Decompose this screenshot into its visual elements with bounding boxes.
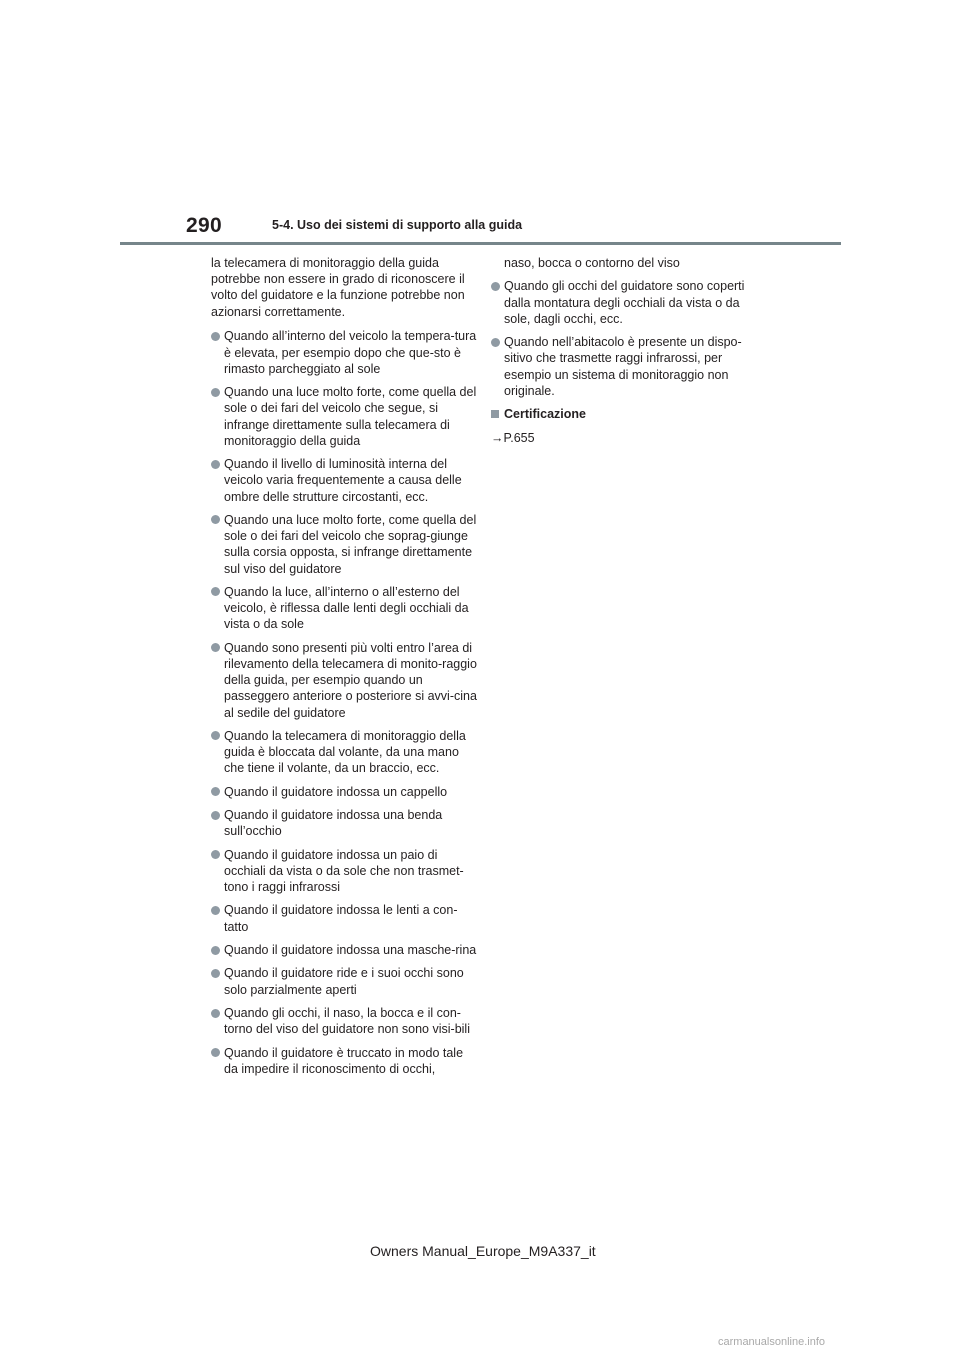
page-reference-link[interactable]: →P.655 [491,431,535,446]
bullet-item [211,728,477,777]
bullet-item [491,334,763,399]
round-bullet-icon [211,460,220,469]
round-bullet-icon [491,282,500,291]
bullet-item [211,384,477,449]
bullet-item [211,942,477,958]
bullet-text: Quando il guidatore indossa le lenti a con-tatto [224,903,458,934]
bullet-item [211,1045,477,1077]
intro-paragraph: la telecamera di monitoraggio della guida potrebbe non essere in grado di riconoscere il volto del guidatore e la funzione potrebbe non azionarsi correttamente. [211,256,465,319]
round-bullet-icon [211,332,220,341]
round-bullet-icon [211,811,220,820]
continuation-paragraph: naso, bocca o contorno del viso [504,256,680,270]
certification-heading [491,406,763,422]
certification-heading-text: Certificazione [504,407,586,422]
section-title: 5-4. Uso dei sistemi di supporto alla guida [272,218,523,232]
bullet-item [211,1005,477,1037]
round-bullet-icon [211,787,220,796]
round-bullet-icon [211,731,220,740]
bullet-item [211,640,477,721]
bullet-text: Quando il guidatore indossa un cappello [224,784,448,799]
round-bullet-icon [211,515,220,524]
bullet-text: Quando all’interno del veicolo la tempera-tura è elevata, per esempio dopo che que-sto è rimasto parcheggiato al sole [224,329,477,376]
round-bullet-icon [211,587,220,596]
bullet-item [211,512,477,577]
bullet-text: Quando il guidatore è truccato in modo tale da impedire il riconoscimento di occhi, [224,1045,464,1076]
bullet-text: Quando una luce molto forte, come quella del sole o dei fari del veicolo che segue, si infrange direttamente sulla telecamera di monitoraggio della guida [224,385,477,448]
bullet-item [491,278,763,327]
round-bullet-icon [211,946,220,955]
bullet-text: Quando il guidatore ride e i suoi occhi sono solo parzialmente aperti [224,966,464,997]
bullet-item [211,807,477,839]
round-bullet-icon [491,338,500,347]
bullet-item [211,965,477,997]
bullet-item [211,784,477,800]
bullet-item [211,584,477,633]
bullet-text: Quando gli occhi, il naso, la bocca e il con-torno del viso del guidatore non sono visi-bili [224,1006,470,1037]
bullet-text: Quando il guidatore indossa una benda sull’occhio [224,808,443,839]
bullet-text: Quando il livello di luminosità interna del veicolo varia frequentemente a causa delle ombre delle strutture circostanti, ecc. [224,457,462,504]
bullet-text: Quando il guidatore indossa un paio di occhiali da vista o da sole che non trasmet-tono i raggi infrarossi [224,847,464,895]
watermark: carmanualsonline.info [718,1336,826,1348]
header-divider [120,242,841,245]
left-column [211,255,477,1084]
round-bullet-icon [211,850,220,859]
left-bullet-list [211,328,477,1077]
bullet-text: Quando la telecamera di monitoraggio della guida è bloccata dal volante, da una mano che tiene il volante, da un braccio, ecc. [224,728,466,776]
round-bullet-icon [211,906,220,915]
page-number: 290 [186,214,222,237]
round-bullet-icon [211,643,220,652]
bullet-text: Quando sono presenti più volti entro l’area di rilevamento della telecamera di monito-raggio della guida, per esempio quando un passeggero anteriore o posteriore si avvi-cina al sedile del guidatore [224,640,477,720]
bullet-item [211,456,477,505]
square-bullet-icon [491,410,499,418]
right-column [491,255,763,447]
round-bullet-icon [211,969,220,978]
bullet-text: Quando una luce molto forte, come quella del sole o dei fari del veicolo che soprag-giunge sulla corsia opposta, si infrange direttamente sul viso del guidatore [224,512,477,576]
round-bullet-icon [211,1048,220,1057]
bullet-text: Quando la luce, all’interno o all’esterno del veicolo, è riflessa dalle lenti degli occhiali da vista o da sole [224,584,469,632]
bullet-item [211,847,477,896]
bullet-item [211,328,477,377]
footer-text: Owners Manual_Europe_M9A337_it [370,1243,596,1259]
bullet-item [211,902,477,934]
round-bullet-icon [211,1009,220,1018]
bullet-text: Quando nell’abitacolo è presente un dispo-sitivo che trasmette raggi infrarossi, per esempio un sistema di monitoraggio non originale. [504,335,742,398]
right-bullet-list [491,278,763,399]
bullet-text: Quando il guidatore indossa una masche-rina [224,943,477,958]
round-bullet-icon [211,388,220,397]
bullet-text: Quando gli occhi del guidatore sono coperti dalla montatura degli occhiali da vista o da sole, dagli occhi, ecc. [504,279,745,326]
